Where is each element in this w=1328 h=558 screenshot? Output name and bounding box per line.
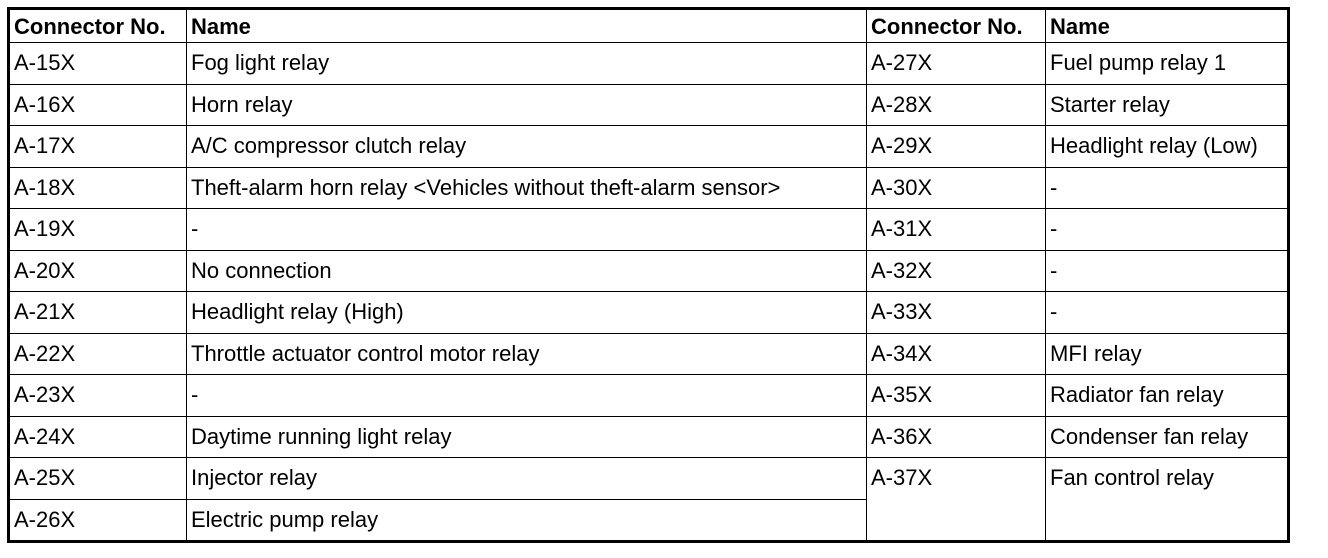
left-connector-cell: A-24X xyxy=(9,416,187,458)
connector-table-container xyxy=(7,7,1290,543)
table-row xyxy=(9,43,1289,85)
header-row xyxy=(9,9,1289,43)
left-name-cell: Electric pump relay xyxy=(187,499,867,542)
right-connector-cell: A-34X xyxy=(867,333,1046,375)
table-row xyxy=(9,292,1289,334)
left-name-cell: No connection xyxy=(187,250,867,292)
left-name-cell: Headlight relay (High) xyxy=(187,292,867,334)
left-name-cell: - xyxy=(187,209,867,251)
table-row xyxy=(9,333,1289,375)
right-connector-cell: A-33X xyxy=(867,292,1046,334)
right-connector-cell: A-28X xyxy=(867,84,1046,126)
left-name-cell: Horn relay xyxy=(187,84,867,126)
header-right-connector: Connector No. xyxy=(867,9,1046,43)
right-connector-cell: A-31X xyxy=(867,209,1046,251)
left-name-cell: Fog light relay xyxy=(187,43,867,85)
right-name-cell: Condenser fan relay xyxy=(1046,416,1289,458)
left-connector-cell: A-17X xyxy=(9,126,187,168)
table-row xyxy=(9,250,1289,292)
right-name-cell: - xyxy=(1046,250,1289,292)
right-name-cell: Headlight relay (Low) xyxy=(1046,126,1289,168)
left-name-cell: Daytime running light relay xyxy=(187,416,867,458)
right-connector-cell: A-36X xyxy=(867,416,1046,458)
left-name-cell: - xyxy=(187,375,867,417)
header-left-name: Name xyxy=(187,9,867,43)
right-connector-cell: A-30X xyxy=(867,167,1046,209)
left-connector-cell: A-21X xyxy=(9,292,187,334)
connector-table xyxy=(7,7,1290,543)
right-name-cell: - xyxy=(1046,167,1289,209)
table-row xyxy=(9,375,1289,417)
table-row xyxy=(9,416,1289,458)
right-connector-cell: A-35X xyxy=(867,375,1046,417)
right-name-cell: Radiator fan relay xyxy=(1046,375,1289,417)
table-row xyxy=(9,209,1289,251)
left-connector-cell: A-26X xyxy=(9,499,187,542)
header-right-name: Name xyxy=(1046,9,1289,43)
table-row xyxy=(9,167,1289,209)
right-name-cell: - xyxy=(1046,292,1289,334)
right-name-cell: - xyxy=(1046,209,1289,251)
left-name-cell: Injector relay xyxy=(187,458,867,500)
left-connector-cell: A-15X xyxy=(9,43,187,85)
header-left-connector: Connector No. xyxy=(9,9,187,43)
left-connector-cell: A-18X xyxy=(9,167,187,209)
right-name-cell: MFI relay xyxy=(1046,333,1289,375)
left-name-cell: Theft-alarm horn relay <Vehicles without theft-alarm sensor> xyxy=(187,167,867,209)
right-connector-cell: A-37X xyxy=(867,458,1046,542)
right-connector-cell: A-29X xyxy=(867,126,1046,168)
table-row xyxy=(9,84,1289,126)
left-connector-cell: A-16X xyxy=(9,84,187,126)
table-row xyxy=(9,458,1289,500)
left-connector-cell: A-23X xyxy=(9,375,187,417)
right-name-cell: Starter relay xyxy=(1046,84,1289,126)
right-name-cell: Fan control relay xyxy=(1046,458,1289,542)
left-connector-cell: A-22X xyxy=(9,333,187,375)
right-name-cell: Fuel pump relay 1 xyxy=(1046,43,1289,85)
left-connector-cell: A-19X xyxy=(9,209,187,251)
left-name-cell: A/C compressor clutch relay xyxy=(187,126,867,168)
left-connector-cell: A-20X xyxy=(9,250,187,292)
left-name-cell: Throttle actuator control motor relay xyxy=(187,333,867,375)
right-connector-cell: A-32X xyxy=(867,250,1046,292)
table-row xyxy=(9,126,1289,168)
left-connector-cell: A-25X xyxy=(9,458,187,500)
right-connector-cell: A-27X xyxy=(867,43,1046,85)
